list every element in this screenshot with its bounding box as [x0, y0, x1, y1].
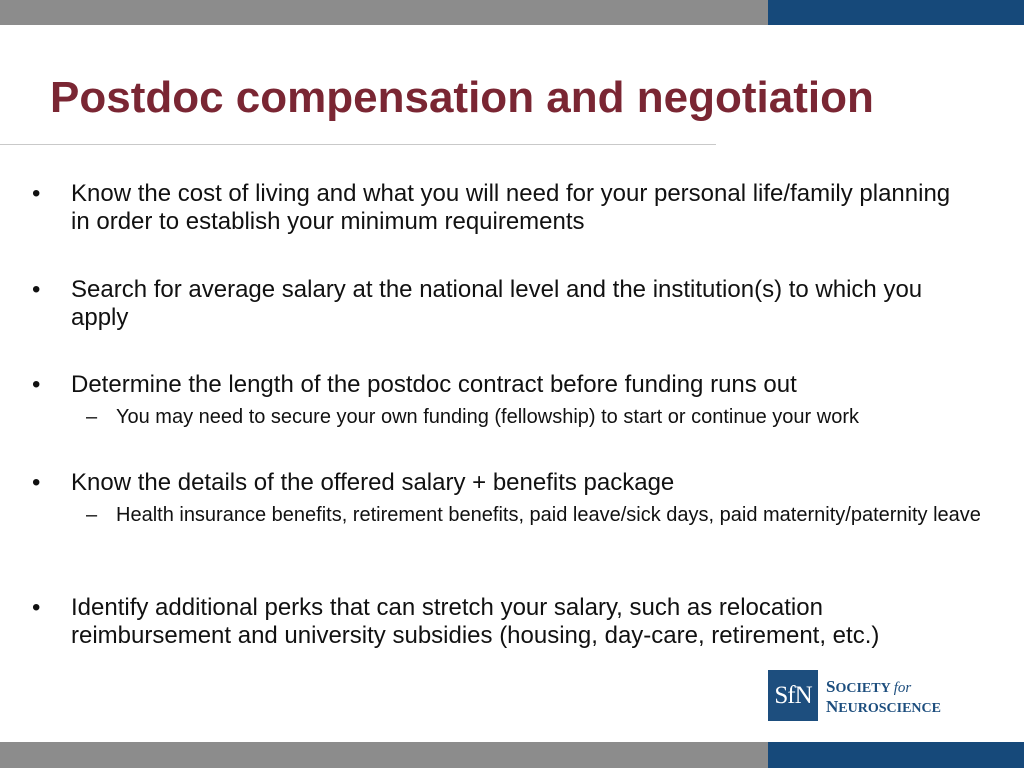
sub-bullet-text: Health insurance benefits, retirement benefits, paid leave/sick days, paid maternity/paternity leave — [116, 504, 981, 526]
sub-bullet-marker: – — [86, 406, 98, 428]
bullet-item-average-salary — [32, 276, 952, 332]
sfn-logo — [768, 670, 948, 722]
sub-bullet-item-funding — [86, 404, 986, 430]
bullet-text: Know the details of the offered salary + benefits package — [71, 469, 675, 496]
logo-line-neuroscience: NEUROSCIENCE — [826, 697, 941, 716]
bullet-marker: • — [32, 594, 41, 621]
bullet-text: Know the cost of living and what you will need for your personal life/family planning in order to establish your minimum requirements — [71, 180, 951, 235]
top-bar-blue — [768, 0, 1024, 25]
sfn-logo-mark: SfN — [768, 670, 818, 721]
bullet-marker: • — [32, 180, 41, 207]
sub-bullet-marker: – — [86, 504, 98, 526]
logo-line-society: SOCIETY for — [826, 677, 912, 696]
bullet-item-benefits-package — [32, 469, 952, 497]
slide-title: Postdoc compensation and negotiation — [50, 73, 874, 122]
bullet-marker: • — [32, 371, 41, 398]
top-bar-gray — [0, 0, 768, 25]
sub-bullet-item-insurance — [86, 502, 986, 528]
bullet-item-additional-perks — [32, 594, 952, 650]
sfn-logo-wordmark — [826, 678, 941, 718]
bullet-item-cost-of-living — [32, 180, 952, 236]
bullet-marker: • — [32, 469, 41, 496]
bullet-item-contract-length — [32, 371, 952, 399]
bottom-bar-blue — [768, 742, 1024, 768]
bullet-marker: • — [32, 276, 41, 303]
title-divider — [0, 144, 716, 145]
bullet-text: Identify additional perks that can stretch your salary, such as relocation reimbursement and university subsidies (housing, day-care, retirement, etc.) — [71, 594, 880, 649]
bullet-text: Search for average salary at the national level and the institution(s) to which you apply — [71, 276, 923, 331]
sub-bullet-text: You may need to secure your own funding (fellowship) to start or continue your work — [116, 406, 859, 428]
bottom-bar-gray — [0, 742, 768, 768]
bullet-text: Determine the length of the postdoc contract before funding runs out — [71, 371, 797, 398]
